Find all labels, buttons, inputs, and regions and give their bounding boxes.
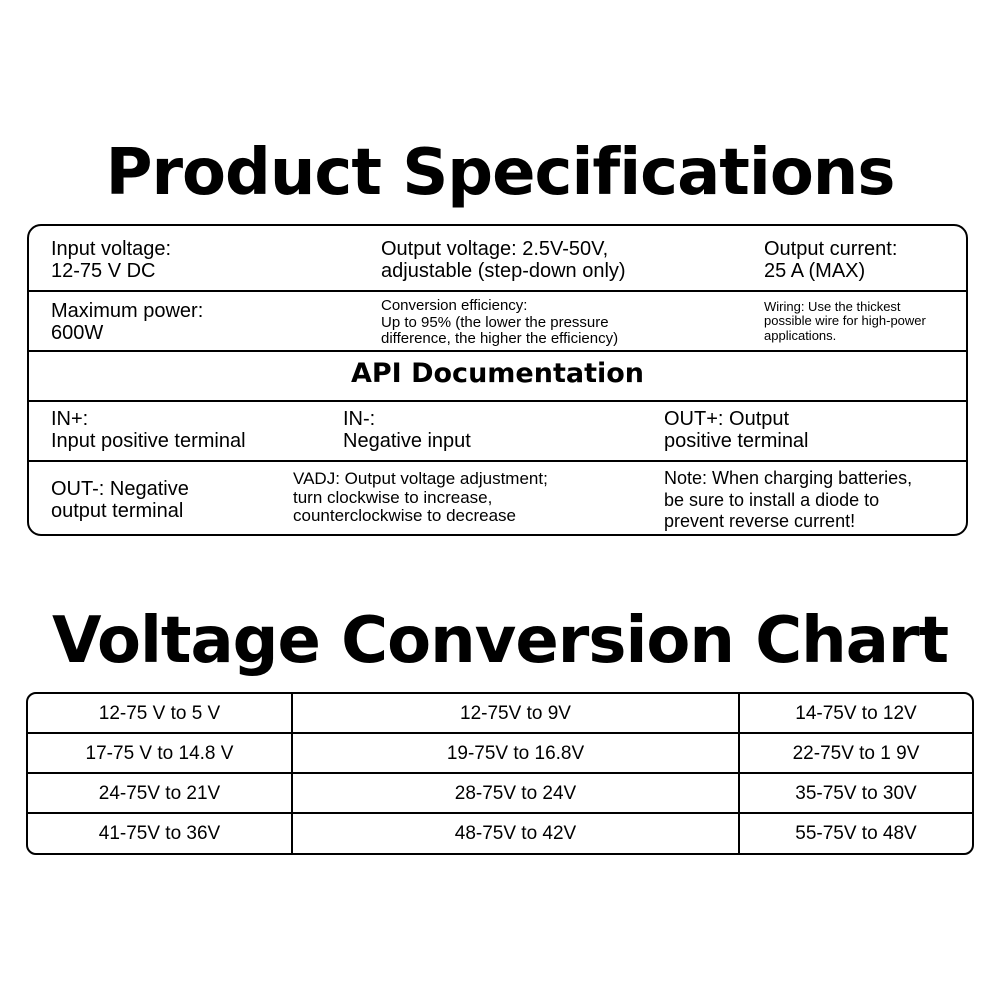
table-row [28,734,972,774]
table-cell: 14-75V to 12V [795,703,917,724]
voltage-conversion-table [26,692,974,855]
out-minus-terminal: OUT-: Negative output terminal [51,478,189,523]
table-cell: 41-75V to 36V [98,823,221,844]
specifications-table [27,224,968,536]
table-cell: 17-75 V to 14.8 V [85,743,234,764]
api-row-2 [29,462,966,536]
spec-row-2 [29,292,966,352]
maximum-power-spec: Maximum power: 600W [51,300,204,345]
battery-charging-note: Note: When charging batteries, be sure to install a diode to prevent reverse current! [664,468,913,532]
table-cell: 28-75V to 24V [454,783,577,804]
api-row-1 [29,402,966,462]
table-cell: 22-75V to 1 9V [792,743,920,764]
in-plus-terminal: IN+: Input positive terminal [51,408,246,453]
api-documentation-title: API Documentation [350,358,645,389]
table-cell: 48-75V to 42V [454,823,577,844]
vadj-adjustment: VADJ: Output voltage adjustment; turn clockwise to increase, counterclockwise to decrease [293,469,548,526]
table-row [28,814,972,854]
conversion-efficiency-spec: Conversion efficiency: Up to 95% (the lower the pressure difference, the higher the efficiency) [381,297,619,347]
output-voltage-spec: Output voltage: 2.5V-50V, adjustable (step-down only) [381,238,626,283]
out-plus-terminal: OUT+: Output positive terminal [664,408,809,453]
product-specifications-title: Product Specifications [105,136,895,210]
table-cell: 55-75V to 48V [795,823,917,844]
input-voltage-spec: Input voltage: 12-75 V DC [51,238,172,283]
table-cell: 35-75V to 30V [795,783,917,804]
voltage-conversion-chart-title: Voltage Conversion Chart [51,604,949,678]
spec-row-1 [29,226,966,292]
table-cell: 12-75V to 9V [460,703,571,724]
wiring-note: Wiring: Use the thickest possible wire for high-power applications. [764,299,926,343]
table-cell: 19-75V to 16.8V [446,743,585,764]
table-row [28,694,972,734]
table-row [28,774,972,814]
output-current-spec: Output current: 25 A (MAX) [764,238,898,283]
api-header-row [29,352,966,402]
in-minus-terminal: IN-: Negative input [343,408,471,453]
table-cell: 12-75 V to 5 V [98,703,221,724]
table-cell: 24-75V to 21V [98,783,221,804]
